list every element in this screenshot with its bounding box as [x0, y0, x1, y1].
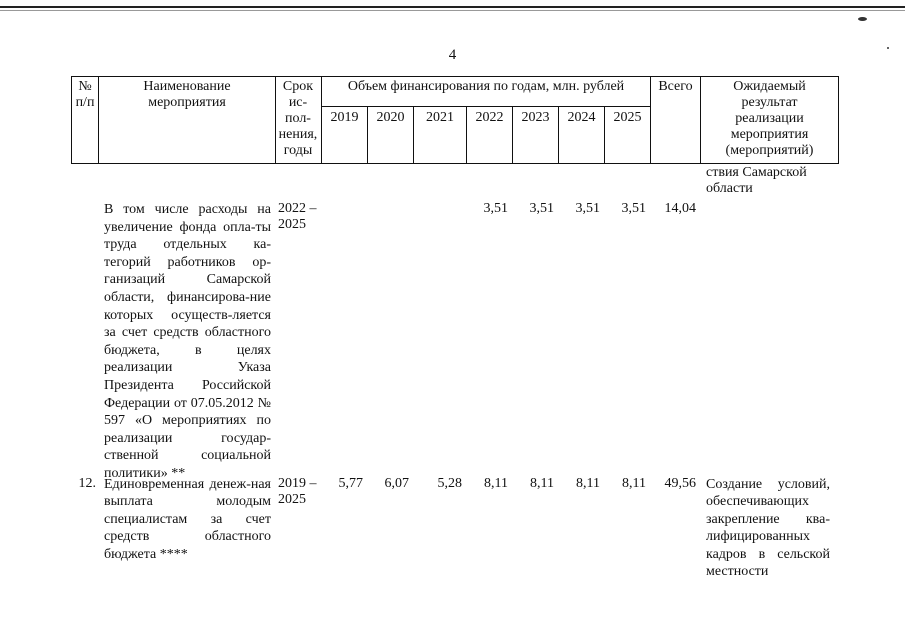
header-year: 2025: [613, 110, 642, 125]
years-separator-line: [321, 106, 650, 107]
row-value-2020: 6,07: [384, 476, 409, 491]
header-term: Срок ис- пол- нения, годы: [278, 79, 318, 158]
row-value-2021: 5,28: [437, 476, 462, 491]
table-header-bottom: [71, 163, 839, 164]
table-border-top: [71, 76, 839, 77]
continuation-result: ствия Самарской области: [706, 165, 807, 196]
row-value-2025: 3,51: [621, 201, 646, 216]
header-name: Наименование мероприятия: [143, 79, 231, 110]
header-result: Ожидаемый результат реализации мероприятия (мероприятий): [725, 79, 814, 158]
header-funding: Объем финансирования по годам, млн. рублей: [347, 79, 625, 94]
row-value-2022: 3,51: [483, 201, 508, 216]
row-value-2024: 3,51: [575, 201, 600, 216]
row-num: 12.: [78, 476, 96, 491]
header-num: № п/п: [75, 79, 95, 110]
header-year: 2022: [475, 110, 504, 125]
row-value-2024: 8,11: [576, 476, 600, 491]
row-value-2019: 5,77: [338, 476, 363, 491]
row-name: В том числе расходы на увеличение фонда опла-ты труда отдельных ка-тегорий работников ор-ганизаций Самарской области, финансирова-ние которых осуществ-ляется за счет средств областного бюджета, в целях реализации Указа Президента Российской Федерации от 07.05.2012 № 597 «О мероприятиях по реализации государ-ственной социальной политики» **: [104, 202, 271, 481]
header-year: 2021: [426, 110, 454, 125]
row-name: Единовременная денеж-ная выплата молодым специалистам за счет средств областного бюджета ****: [104, 477, 271, 562]
row-value-2022: 8,11: [484, 476, 508, 491]
header-year: 2023: [521, 110, 550, 125]
header-year: 2020: [376, 110, 405, 125]
scan-speck: [858, 17, 867, 21]
row-result: Создание условий, обеспечивающих закрепление ква-лифицированных кадров в сельской местности: [706, 477, 830, 580]
row-value-2023: 3,51: [529, 201, 554, 216]
page-number: 4: [448, 47, 457, 63]
row-term: 2019 – 2025: [278, 476, 317, 507]
row-value-2023: 8,11: [530, 476, 554, 491]
scan-border-line: [0, 6, 905, 8]
header-year: 2019: [330, 110, 359, 125]
row-term: 2022 – 2025: [278, 201, 317, 232]
header-total: Всего: [658, 79, 693, 94]
row-value-2025: 8,11: [622, 476, 646, 491]
row-total: 49,56: [664, 476, 696, 491]
table-border-right: [838, 76, 839, 164]
scan-border-line: [0, 10, 905, 11]
header-year: 2024: [567, 110, 596, 125]
row-total: 14,04: [664, 201, 696, 216]
